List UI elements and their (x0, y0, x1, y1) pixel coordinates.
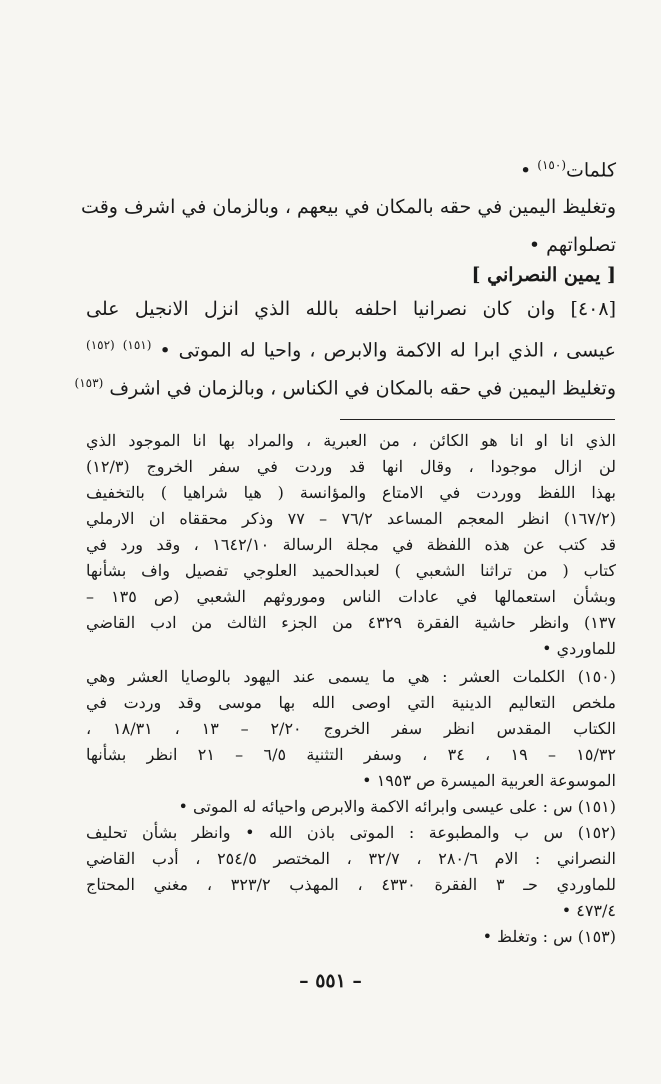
footnote-152-line: (١٥٢) س ب والمطبوعة : الموتى باذن الله • وانظر بشأن تحليف (86, 823, 616, 842)
main-line-7-text: وتغليظ اليمين في حقه بالمكان في الكناس ، وبالزمان في اشرف (109, 377, 616, 400)
footnote-line: الموسوعة العربية الميسرة ص ١٩٥٣ • (362, 771, 616, 790)
footnote-line: ١٥/٣٢ – ١٩ ، ٣٤ ، وسفر التثنية ٦/٥ – ٢١ انظر بشأنها (86, 745, 617, 764)
footnote-line: ١٣٧) وانظر حاشية الفقرة ٤٣٢٩ من الجزء الثالث من ادب القاضي (86, 613, 617, 632)
footnote-line: كتاب ( من تراثنا الشعبي ) لعبدالحميد العلوجي تفصيل واف بشأنها (86, 561, 616, 580)
main-line-6 (86, 330, 616, 365)
footnote-line: وبشأن استعمالها في عادات الناس وموروثهم الشعبي (ص ١٣٥ – (86, 587, 617, 606)
footnote-line: النصراني : الام ٢٨٠/٦ ، ٣٢/٧ ، المختصر ٢٥٤/٥ ، أدب القاضي (86, 849, 616, 868)
footnote-line: للماوردي • (542, 639, 616, 658)
main-line-6-text: عيسى ، الذي ابرا له الاكمة والابرص ، واحيا له الموتى • (159, 339, 616, 362)
footnote-ref-151: (١٥١) (122, 338, 152, 352)
footnote-ref-153: (١٥٣) (74, 376, 104, 390)
main-line-5: [٤٠٨] وان كان نصرانيا احلفه بالله الذي انزل الانجيل على (86, 298, 616, 320)
footnote-line: (١٦٧/٢) انظر المعجم المساعد ٧٦/٢ – ٧٧ وذكر محققاه ان الارملي (86, 509, 616, 528)
footnote-line: لن ازال موجودا ، وقال انها قد وردت في سفر الخروج (١٢/٣) (86, 457, 616, 476)
footnote-line: للماوردي حـ ٣ الفقرة ٤٣٣٠ ، المهذب ٣٢٣/٢ ، مغني المحتاج (86, 875, 617, 894)
text-kalimat: كلمات (566, 159, 616, 182)
footnote-line: قد كتب عن هذه اللفظة في مجلة الرسالة ١٦٤٢/١٠ ، وقد ورد في (86, 535, 616, 554)
footnote-line: الكتاب المقدس انظر سفر الخروج ٢/٢٠ – ١٣ ، ١٨/٣١ ، (86, 719, 617, 738)
footnote-151-line: (١٥١) س : على عيسى وابرائه الاكمة والابرص واحيائه له الموتى • (178, 797, 616, 816)
footnote-150-line: (١٥٠) الكلمات العشر : هي ما يسمى عند اليهود بالوصايا العشر وهي (86, 667, 616, 686)
line-end-mark: • (520, 159, 532, 182)
footnote-line: بهذا اللفظ ووردت في الامتاع والمؤانسة ( هيا شراهيا ) بالتخفيف (86, 483, 616, 502)
footnote-ref-150: (١٥٠) (537, 158, 566, 172)
footnote-153-line: (١٥٣) س : وتغلظ • (482, 927, 616, 946)
footnote-line: الذي انا او انا هو الكائن ، من العبرية ، والمراد بها انا الموجود الذي (86, 431, 616, 450)
footnote-ref-152: (١٥٢) (86, 338, 115, 352)
page-number: – ٥٥١ – (299, 970, 362, 992)
section-heading: [ يمين النصراني ] (471, 264, 616, 286)
footnote-separator (340, 419, 615, 420)
main-line-2: وتغليظ اليمين في حقه بالمكان في بيعهم ، وبالزمان في اشرف وقت (81, 196, 616, 218)
main-line-7 (74, 368, 616, 403)
footnote-line: ملخص التعاليم الدينية التي اوصى الله بها موسى وقد وردت في (86, 693, 616, 712)
main-line-1 (520, 150, 616, 185)
main-line-3: تصلواتهم • (528, 234, 616, 256)
footnote-line: ٤٧٣/٤ • (561, 901, 616, 920)
